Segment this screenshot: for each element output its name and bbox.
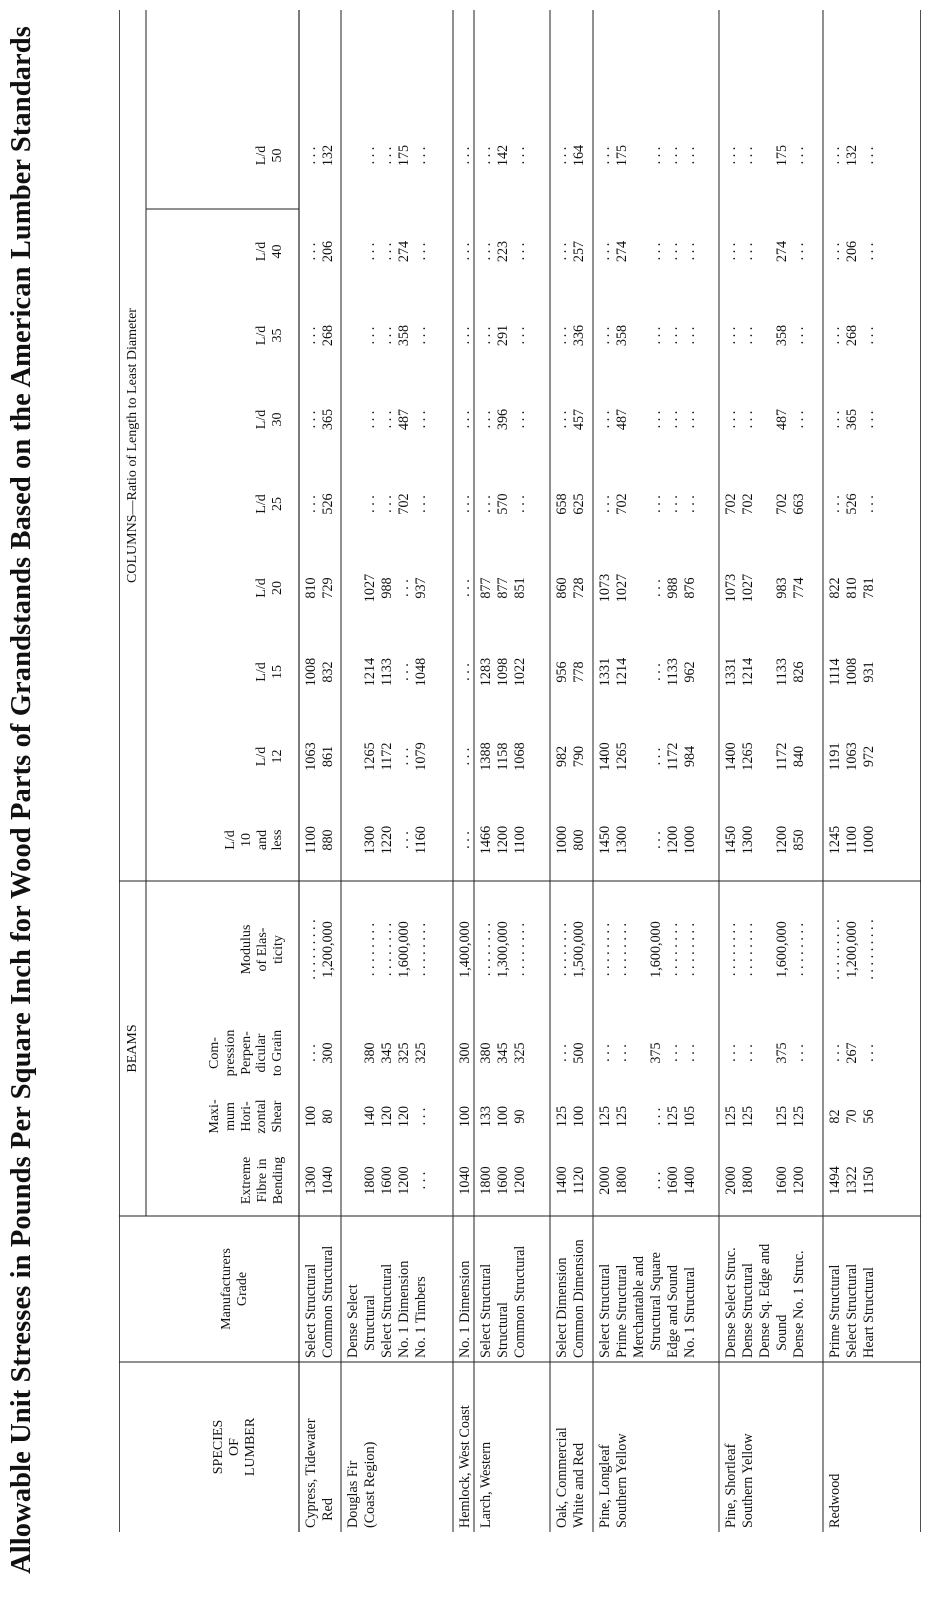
col-cell-4: . . . . . . 702 . . .	[362, 493, 429, 515]
compression-cell: . . . 300	[303, 1042, 336, 1064]
col-cell-4: . . . 702 . . . . . . . . .	[597, 493, 698, 515]
shear-cell: 82 70 56	[827, 1109, 877, 1124]
col-cell-8: . . . . . . 175 . . .	[723, 144, 807, 167]
header-col-2: L/d 15	[254, 662, 285, 682]
col-cell-0: 1450 1300 1200 850	[723, 825, 807, 855]
col-cell-3: 1027 988 . . . 937	[362, 573, 429, 603]
header-col-7: L/d 40	[254, 241, 285, 262]
header-columns-group: COLUMNS—Ratio of Length to Least Diameter	[125, 308, 140, 583]
grade-cell: Select Structural Structural Common Structural	[478, 1245, 528, 1358]
col-cell-7: . . . . . . 274 . . .	[362, 240, 429, 263]
col-cell-4: . . . 570 . . .	[478, 493, 528, 515]
modulus-cell: . . . . . . . . 1,500,000	[554, 921, 587, 978]
compression-cell: . . . . . . 375 . . . . . .	[597, 1042, 698, 1064]
modulus-cell: . . . . . . . . . . . . . . . . 1,600,000 . . . . . . . .	[362, 921, 429, 978]
col-cell-1: 1400 1265 . . . 1172 984	[597, 742, 698, 771]
col-cell-3: 877 877 851	[478, 577, 528, 599]
col-cell-6: . . . 268	[303, 324, 336, 347]
species-cell: Redwood	[827, 1473, 843, 1528]
col-cell-2: 1331 1214 . . . 1133 962	[597, 657, 698, 687]
col-cell-2: 1214 1133 . . . 1048	[362, 657, 429, 687]
species-cell: Pine, Shortleaf Southern Yellow	[723, 1433, 756, 1528]
header-col-3: L/d 20	[254, 578, 285, 598]
col-cell-1: 1191 1063 972	[827, 742, 877, 771]
col-cell-3: 860 728	[554, 577, 587, 599]
header-grade: Manufacturers Grade	[219, 1248, 250, 1330]
modulus-cell: 1,400,000	[457, 921, 473, 978]
col-cell-1: 1265 1172 . . . 1079	[362, 742, 429, 771]
shear-cell: 100 80	[303, 1105, 336, 1128]
col-cell-4: . . .	[457, 495, 473, 513]
col-cell-6: . . . . . . 358 . . .	[362, 324, 429, 347]
header-beams-group: BEAMS	[125, 1024, 140, 1073]
compression-cell: . . . . . . 375 . . .	[723, 1042, 807, 1064]
page-title: Allowable Unit Stresses in Pounds Per Square Inch for Wood Parts of Grandstands Based on the American Lumber Standards	[6, 26, 37, 1574]
col-cell-5: . . .	[457, 410, 473, 429]
shear-cell: 125 125 125 125	[723, 1105, 807, 1128]
species-cell: Larch, Western	[478, 1441, 494, 1528]
col-cell-8: . . . 175 . . . . . . . . .	[597, 144, 698, 167]
col-cell-6: . . . 336	[554, 324, 587, 347]
col-cell-5: . . . 457	[554, 408, 587, 431]
bending-cell: 1800 1600 1200 . . .	[362, 1166, 429, 1195]
grade-cell: No. 1 Dimension	[457, 1260, 473, 1358]
header-modulus: Modulus of Elas- ticity	[239, 924, 286, 975]
col-cell-1: 1388 1158 1068	[478, 742, 528, 771]
col-cell-7: . . . 274 . . . . . . . . .	[597, 240, 698, 263]
col-cell-0: 1000 800	[554, 825, 587, 855]
col-cell-2: 1114 1008 931	[827, 657, 877, 687]
header-col-1: L/d 12	[254, 746, 285, 767]
col-cell-6: . . . 268 . . .	[827, 324, 877, 347]
bending-cell: 1494 1322 1150	[827, 1166, 877, 1195]
col-cell-8: . . .	[457, 146, 473, 165]
col-cell-5: . . . 365	[303, 408, 336, 431]
grade-cell: Select Structural Common Structural	[303, 1245, 336, 1358]
col-cell-3: 1073 1027 . . . 988 876	[597, 573, 698, 603]
compression-cell: 300	[457, 1042, 473, 1064]
shear-cell: 125 125 . . . 125 105	[597, 1105, 698, 1128]
bending-cell: 1800 1600 1200	[478, 1166, 528, 1195]
shear-cell: 125 100	[554, 1105, 587, 1128]
col-cell-0: 1100 880	[303, 826, 336, 854]
col-cell-3: 822 810 781	[827, 577, 877, 599]
col-cell-3: . . .	[457, 579, 473, 597]
col-cell-8: . . . 132	[303, 144, 336, 167]
col-cell-2: 1283 1098 1022	[478, 657, 528, 687]
grade-cell: Prime Structural Select Structural Heart Structural	[827, 1263, 877, 1358]
species-cell: Pine, Longleaf Southern Yellow	[597, 1433, 630, 1528]
grade-cell: Select Structural Prime Structural Merchantable and Structural Square Edge and Sound No. 1 Structural	[597, 1252, 698, 1358]
col-cell-0: 1300 1220 . . . 1160	[362, 825, 429, 855]
header-col-5: L/d 30	[254, 409, 285, 430]
col-cell-6: . . .	[457, 326, 473, 345]
col-cell-1: 1063 861	[303, 742, 336, 771]
col-cell-0: . . .	[457, 831, 473, 849]
species-cell: Hemlock, West Coast	[457, 1405, 473, 1528]
modulus-cell: . . . . . . . . . 1,200,000 . . . . . . . . .	[827, 919, 877, 980]
shear-cell: 140 120 120 . . .	[362, 1105, 429, 1128]
species-cell: Oak, Commercial White and Red	[554, 1427, 587, 1528]
header-col-8: L/d 50	[254, 145, 285, 166]
bending-cell: 2000 1800 1600 1200	[723, 1166, 807, 1195]
col-cell-8: . . . 132 . . .	[827, 144, 877, 167]
col-cell-4: . . . 526 . . .	[827, 493, 877, 515]
col-cell-4: . . . 526	[303, 493, 336, 515]
col-cell-2: 1008 832	[303, 657, 336, 687]
compression-cell: . . . 267 . . .	[827, 1042, 877, 1064]
grade-cell: Select Dimension Common Dimension	[554, 1239, 587, 1358]
col-cell-7: . . . 206	[303, 240, 336, 263]
col-cell-1: 1400 1265 1172 840	[723, 742, 807, 771]
modulus-cell: . . . . . . . . . 1,200,000	[303, 919, 336, 980]
bending-cell: 2000 1800 . . . 1600 1400	[597, 1166, 698, 1195]
col-cell-1: . . .	[457, 747, 473, 766]
col-cell-4: 702 702 702 663	[723, 493, 807, 515]
header-shear: Maxi- mum Hori- zontal Shear	[207, 1099, 286, 1134]
col-cell-5: . . . . . . 487 . . .	[362, 408, 429, 431]
col-cell-7: . . . 257	[554, 240, 587, 263]
col-cell-0: 1245 1100 1000	[827, 825, 877, 855]
header-col-4: L/d 25	[254, 494, 285, 514]
col-cell-2: . . .	[457, 663, 473, 681]
header-col-6: L/d 35	[254, 325, 285, 346]
species-cell: Douglas Fir (Coast Region)	[345, 1441, 378, 1528]
col-cell-5: . . . 396 . . .	[478, 408, 528, 431]
shear-cell: 133 100 90	[478, 1105, 528, 1128]
col-cell-3: 1073 1027 983 774	[723, 573, 807, 603]
col-cell-7: . . . 206 . . .	[827, 240, 877, 263]
col-cell-5: . . . 487 . . . . . . . . .	[597, 408, 698, 431]
table-cells	[119, 10, 921, 1532]
col-cell-0: 1450 1300 . . . 1200 1000	[597, 825, 698, 855]
header-col-0: L/d 10 and less	[223, 829, 286, 851]
bending-cell: 1300 1040	[303, 1166, 336, 1195]
col-cell-5: . . . . . . 487 . . .	[723, 408, 807, 431]
col-cell-5: . . . 365 . . .	[827, 408, 877, 431]
col-cell-7: . . .	[457, 242, 473, 261]
col-cell-3: 810 729	[303, 577, 336, 599]
col-cell-2: 956 778	[554, 661, 587, 683]
bending-cell: 1400 1120	[554, 1166, 587, 1195]
header-bending: Extreme Fibre in Bending	[239, 1156, 286, 1205]
rotated-table	[119, 10, 921, 1532]
shear-cell: 100	[457, 1105, 473, 1128]
col-cell-8: . . . 142 . . .	[478, 144, 528, 167]
compression-cell: . . . 500	[554, 1042, 587, 1064]
compression-cell: 380 345 325	[478, 1042, 528, 1064]
col-cell-7: . . . . . . 274 . . .	[723, 240, 807, 263]
header-compression: Com- pression Perpen- dicular to Grain	[207, 1029, 286, 1077]
col-cell-2: 1331 1214 1133 826	[723, 657, 807, 687]
compression-cell: 380 345 325 325	[362, 1042, 429, 1064]
bending-cell: 1040	[457, 1166, 473, 1195]
col-cell-6: . . . . . . 358 . . .	[723, 324, 807, 347]
col-cell-0: 1466 1200 1100	[478, 825, 528, 855]
col-cell-6: . . . 358 . . . . . . . . .	[597, 324, 698, 347]
col-cell-8: . . . 164	[554, 144, 587, 167]
grade-cell: Dense Select Structural Select Structural No. 1 Dimension No. 1 Timbers	[345, 1260, 429, 1358]
modulus-cell: . . . . . . . . 1,300,000 . . . . . . . .	[478, 921, 528, 978]
col-cell-4: 658 625	[554, 493, 587, 515]
col-cell-6: . . . 291 . . .	[478, 324, 528, 347]
header-species: SPECIES OF LUMBER	[211, 1417, 258, 1477]
grade-cell: Dense Select Struc. Dense Structural Dense Sq. Edge and Sound Dense No. 1 Struc.	[723, 1243, 807, 1358]
modulus-cell: . . . . . . . . . . . . . . . . 1,600,000 . . . . . . . .	[723, 921, 807, 978]
col-cell-7: . . . 223 . . .	[478, 240, 528, 263]
species-cell: Cypress, Tidewater Red	[303, 1418, 336, 1528]
col-cell-1: 982 790	[554, 745, 587, 768]
col-cell-8: . . . . . . 175 . . .	[362, 144, 429, 167]
modulus-cell: . . . . . . . . . . . . . . . . 1,600,000 . . . . . . . . . . . . . . . .	[597, 921, 698, 978]
